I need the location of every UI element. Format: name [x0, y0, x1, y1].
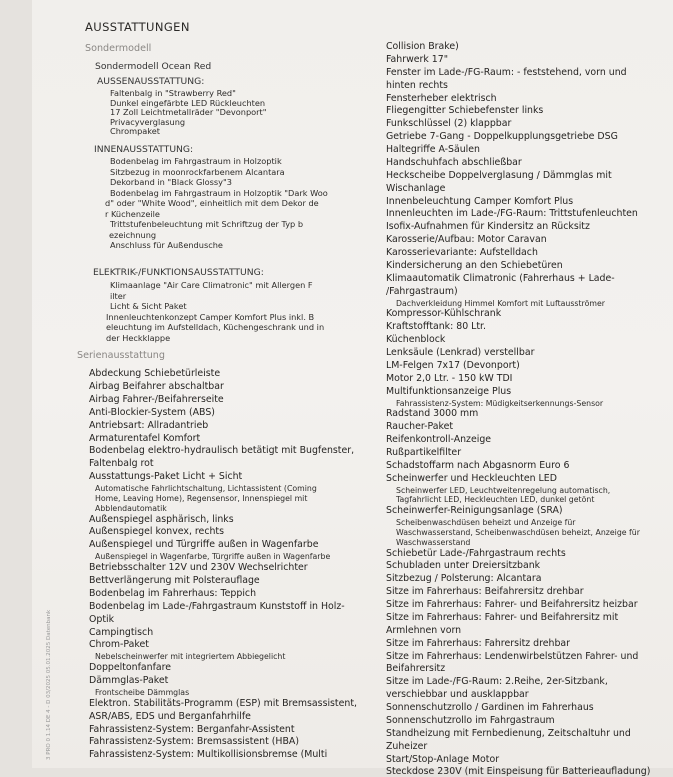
- serie-item: Motor 2,0 Ltr. - 150 kW TDI: [386, 372, 513, 384]
- serie-item: Anti-Blockier-System (ABS): [89, 406, 215, 418]
- aussen-item: Faltenbalg in "Strawberry Red": [110, 88, 236, 98]
- innen-item: ezeichnung: [109, 229, 157, 240]
- innen-item: Trittstufenbeleuchtung mit Schriftzug der Typ b: [110, 219, 304, 229]
- serie-item: Doppeltonfanfare: [89, 662, 172, 674]
- page-title: AUSSTATTUNGEN: [85, 20, 190, 34]
- document-page: [32, 0, 673, 777]
- elektrik-item: Licht & Sicht Paket: [110, 301, 187, 312]
- serie-item: Campingtisch: [89, 626, 154, 638]
- serie-item: Außenspiegel asphärisch, links: [89, 513, 234, 525]
- serie-item: Dämmglas-Paket: [89, 675, 169, 686]
- elektrik-item: eleuchtung im Aufstelldach, Küchengeschrank und in: [106, 322, 325, 333]
- elektrik-item: Innenleuchtenkonzept Camper Komfort Plus inkl. B: [106, 311, 315, 322]
- elektrik-item: der Heckklappe: [106, 333, 171, 343]
- serie-item: Kindersicherung an den Schiebetüren: [386, 259, 563, 271]
- sondermodell-name: Sondermodell Ocean Red: [95, 61, 212, 72]
- serie-item: ASR/ABS, EDS und Berganfahrhilfe: [89, 710, 251, 722]
- serie-item: Fahrassistenz-System: Berganfahr-Assistent: [89, 723, 295, 735]
- serie-item: Isofix-Aufnahmen für Kindersitz an Rücksitz: [386, 221, 590, 233]
- serie-item: Radstand 3000 mm: [386, 408, 479, 420]
- serie-item: Sitze im Fahrerhaus: Fahrersitz drehbar: [386, 637, 571, 649]
- serie-subitem: Außenspiegel in Wagenfarbe, Türgriffe außen in Wagenfarbe: [95, 552, 331, 562]
- aussen-heading: AUSSENAUSSTATTUNG:: [97, 76, 205, 87]
- elektrik-item: ilter: [110, 290, 127, 301]
- serie-item: Karosserievariante: Aufstelldach: [386, 247, 538, 259]
- serie-item: Getriebe 7-Gang - Doppelkupplungsgetriebe DSG: [386, 131, 618, 143]
- innen-item: Dekorband in "Black Glossy"3: [110, 177, 232, 187]
- serie-item: Optik: [89, 613, 115, 625]
- serie-item: Innenleuchten im Lade-/FG-Raum: Trittstufenleuchten: [386, 208, 638, 220]
- serie-item: Chrom-Paket: [89, 639, 149, 651]
- serie-item: Scheinwerfer-Reinigungsanlage (SRA): [386, 505, 563, 517]
- serie-subitem: Dachverkleidung Himmel Komfort mit Luftausströmer: [396, 298, 605, 308]
- innen-item: Anschluss für Außendusche: [110, 240, 223, 250]
- serie-item: Zuheizer: [386, 740, 428, 752]
- elektrik-item: Klimaanlage "Air Care Climatronic" mit Allergen F: [110, 280, 313, 290]
- serie-item: Airbag Fahrer-/Beifahrerseite: [89, 393, 224, 405]
- serie-item: Sitze im Fahrerhaus: Fahrer- und Beifahrersitz mit: [386, 611, 619, 623]
- innen-item: r Küchenzeile: [105, 208, 160, 219]
- serie-item: Innenbeleuchtung Camper Komfort Plus: [386, 195, 574, 207]
- serie-item: Fliegengitter Schiebefenster links: [386, 105, 544, 117]
- serie-item: LM-Felgen 7x17 (Devonport): [386, 359, 520, 371]
- serie-item: Schadstoffarm nach Abgasnorm Euro 6: [386, 459, 570, 471]
- serie-item: Rußpartikelfilter: [386, 447, 462, 458]
- serie-item: Schiebetür Lade-/Fahrgastraum rechts: [386, 547, 566, 559]
- serie-item: Funkschlüssel (2) klappbar: [386, 118, 512, 130]
- serie-subitem: Fahrassistenz-System: Müdigkeitserkennungs-Sensor: [396, 398, 604, 408]
- serie-item: Wischanlage: [386, 182, 446, 194]
- serie-item: Sitze im Fahrerhaus: Fahrer- und Beifahrersitz heizbar: [386, 599, 638, 611]
- serie-item: Faltenbalg rot: [89, 458, 154, 470]
- serie-item: Start/Stop-Anlage Motor: [386, 753, 500, 765]
- serie-item: Heckscheibe Doppelverglasung / Dämmglas mit: [386, 169, 612, 181]
- serie-item: Standheizung mit Fernbedienung, Zeitschaltuhr und: [386, 727, 631, 739]
- serie-item: Armlehnen vorn: [386, 624, 462, 636]
- serie-item: Karosserie/Aufbau: Motor Caravan: [386, 234, 547, 246]
- innen-item: Bodenbelag im Fahrgastraum in Holzoptik: [110, 156, 282, 166]
- serie-subitem: Tagfahrlicht LED, Heckleuchten LED, dunkel getönt: [396, 495, 595, 505]
- serie-item: Bettverlängerung mit Polsterauflage: [89, 574, 260, 586]
- serie-subitem: Automatische Fahrlichtschaltung, Lichtassistent (Coming: [95, 484, 317, 494]
- serie-item: Kompressor-Kühlschrank: [386, 308, 502, 320]
- serie-item: Lenksäule (Lenkrad) verstellbar: [386, 347, 535, 359]
- serie-item: Sitze im Fahrerhaus: Beifahrersitz drehbar: [386, 586, 584, 598]
- serie-item: Schubladen unter Dreiersitzbank: [386, 560, 541, 572]
- serie-item: Betriebsschalter 12V und 230V Wechselrichter: [89, 562, 308, 573]
- serie-item: Collision Brake): [386, 41, 459, 52]
- serie-item: Bodenbelag im Lade-/Fahrgastraum Kunststoff in Holz-: [89, 600, 345, 612]
- serie-item: Elektron. Stabilitäts-Programm (ESP) mit Bremsassistent,: [89, 697, 357, 709]
- elektrik-heading: ELEKTRIK-/FUNKTIONSAUSSTATTUNG:: [93, 267, 264, 278]
- innen-heading: INNENAUSSTATTUNG:: [94, 144, 194, 155]
- serie-subitem: Abblendautomatik: [95, 503, 167, 513]
- serie-item: Sitze im Fahrerhaus: Lendenwirbelstützen Fahrer- und: [386, 650, 639, 662]
- serie-subitem: Waschwasserstand, Scheibenwaschdüsen beheizt, Anzeige für: [396, 527, 640, 537]
- serie-item: Antriebsart: Allradantrieb: [89, 419, 209, 431]
- serie-subitem: Home, Leaving Home), Regensensor, Innenspiegel mit: [95, 493, 308, 503]
- serie-item: Scheinwerfer und Heckleuchten LED: [386, 472, 557, 484]
- serie-item: Haltegriffe A-Säulen: [386, 144, 481, 156]
- serie-item: Handschuhfach abschließbar: [386, 156, 522, 168]
- serie-item: Ausstattungs-Paket Licht + Sicht: [89, 471, 243, 483]
- serie-item: Abdeckung Schiebetürleiste: [89, 368, 221, 379]
- vertical-footer-note: 3 PRO 0 1.14 DE 4 - D 03/2025 05.01.2025 Datenbank: [46, 609, 52, 760]
- serie-item: Küchenblock: [386, 334, 446, 346]
- serie-item: Fenster im Lade-/FG-Raum: - feststehend, vorn und: [386, 66, 627, 78]
- serie-subitem: Scheibenwaschdüsen beheizt und Anzeige für: [396, 518, 576, 528]
- serie-item: Airbag Beifahrer abschaltbar: [89, 380, 224, 392]
- serie-item: Außenspiegel und Türgriffe außen in Wagenfarbe: [89, 539, 319, 551]
- serie-subitem: Scheinwerfer LED, Leuchtweitenregelung automatisch,: [396, 485, 611, 495]
- serie-item: verschiebbar und ausklappbar: [386, 689, 529, 701]
- innen-item: d" oder "White Wood", einheitlich mit dem Dekor de: [105, 198, 319, 208]
- serie-item: Kraftstofftank: 80 Ltr.: [386, 321, 487, 333]
- serie-item: hinten rechts: [386, 79, 448, 91]
- serie-item: Fahrwerk 17": [386, 53, 449, 65]
- serie-item: Beifahrersitz: [386, 663, 446, 675]
- serie-item: Raucher-Paket: [386, 421, 454, 433]
- serie-item: Steckdose 230V (mit Einspeisung für Batterieaufladung): [386, 766, 651, 777]
- aussen-item: Chrompaket: [110, 126, 160, 137]
- serie-item: Bodenbelag elektro-hydraulisch betätigt mit Bugfenster,: [89, 445, 355, 457]
- serie-item: Fahrassistenz-System: Multikollisionsbremse (Multi: [89, 749, 328, 761]
- serie-item: Sitzbezug / Polsterung: Alcantara: [386, 573, 542, 585]
- serie-item: Armaturentafel Komfort: [89, 432, 201, 444]
- serie-subitem: Nebelscheinwerfer mit integriertem Abbiegelicht: [95, 652, 286, 662]
- serie-item: Sitze im Lade-/FG-Raum: 2.Reihe, 2er-Sitzbank,: [386, 676, 608, 688]
- innen-item: Sitzbezug in moonrockfarbenem Alcantara: [110, 166, 285, 177]
- serie-item: Reifenkontroll-Anzeige: [386, 434, 492, 446]
- serie-item: Sonnenschutzrollo / Gardinen im Fahrerhaus: [386, 702, 594, 714]
- serie-item: Klimaautomatik Climatronic (Fahrerhaus + Lade-: [386, 272, 615, 284]
- aussen-item: Dunkel eingefärbte LED Rückleuchten: [110, 97, 266, 108]
- serie-subitem: Frontscheibe Dämmglas: [95, 687, 190, 697]
- serie-item: /Fahrgastraum): [386, 285, 458, 297]
- sondermodell-heading: Sondermodell: [85, 43, 152, 54]
- serie-item: Fensterheber elektrisch: [386, 92, 497, 104]
- serie-item: Außenspiegel konvex, rechts: [89, 526, 224, 538]
- aussen-item: 17 Zoll Leichtmetallräder "Devonport": [110, 107, 267, 118]
- serie-heading: Serienausstattung: [77, 350, 165, 361]
- serie-item: Sonnenschutzrollo im Fahrgastraum: [386, 714, 555, 726]
- aussen-item: Privacyverglasung: [110, 116, 186, 127]
- serie-item: Fahrassistenz-System: Bremsassistent (HBA): [89, 736, 299, 748]
- serie-item: Multifunktionsanzeige Plus: [386, 385, 512, 397]
- innen-item: Bodenbelag im Fahrgastraum in Holzoptik "Dark Woo: [110, 187, 328, 198]
- serie-item: Bodenbelag im Fahrerhaus: Teppich: [89, 587, 257, 599]
- serie-subitem: Waschwasserstand: [396, 537, 471, 547]
